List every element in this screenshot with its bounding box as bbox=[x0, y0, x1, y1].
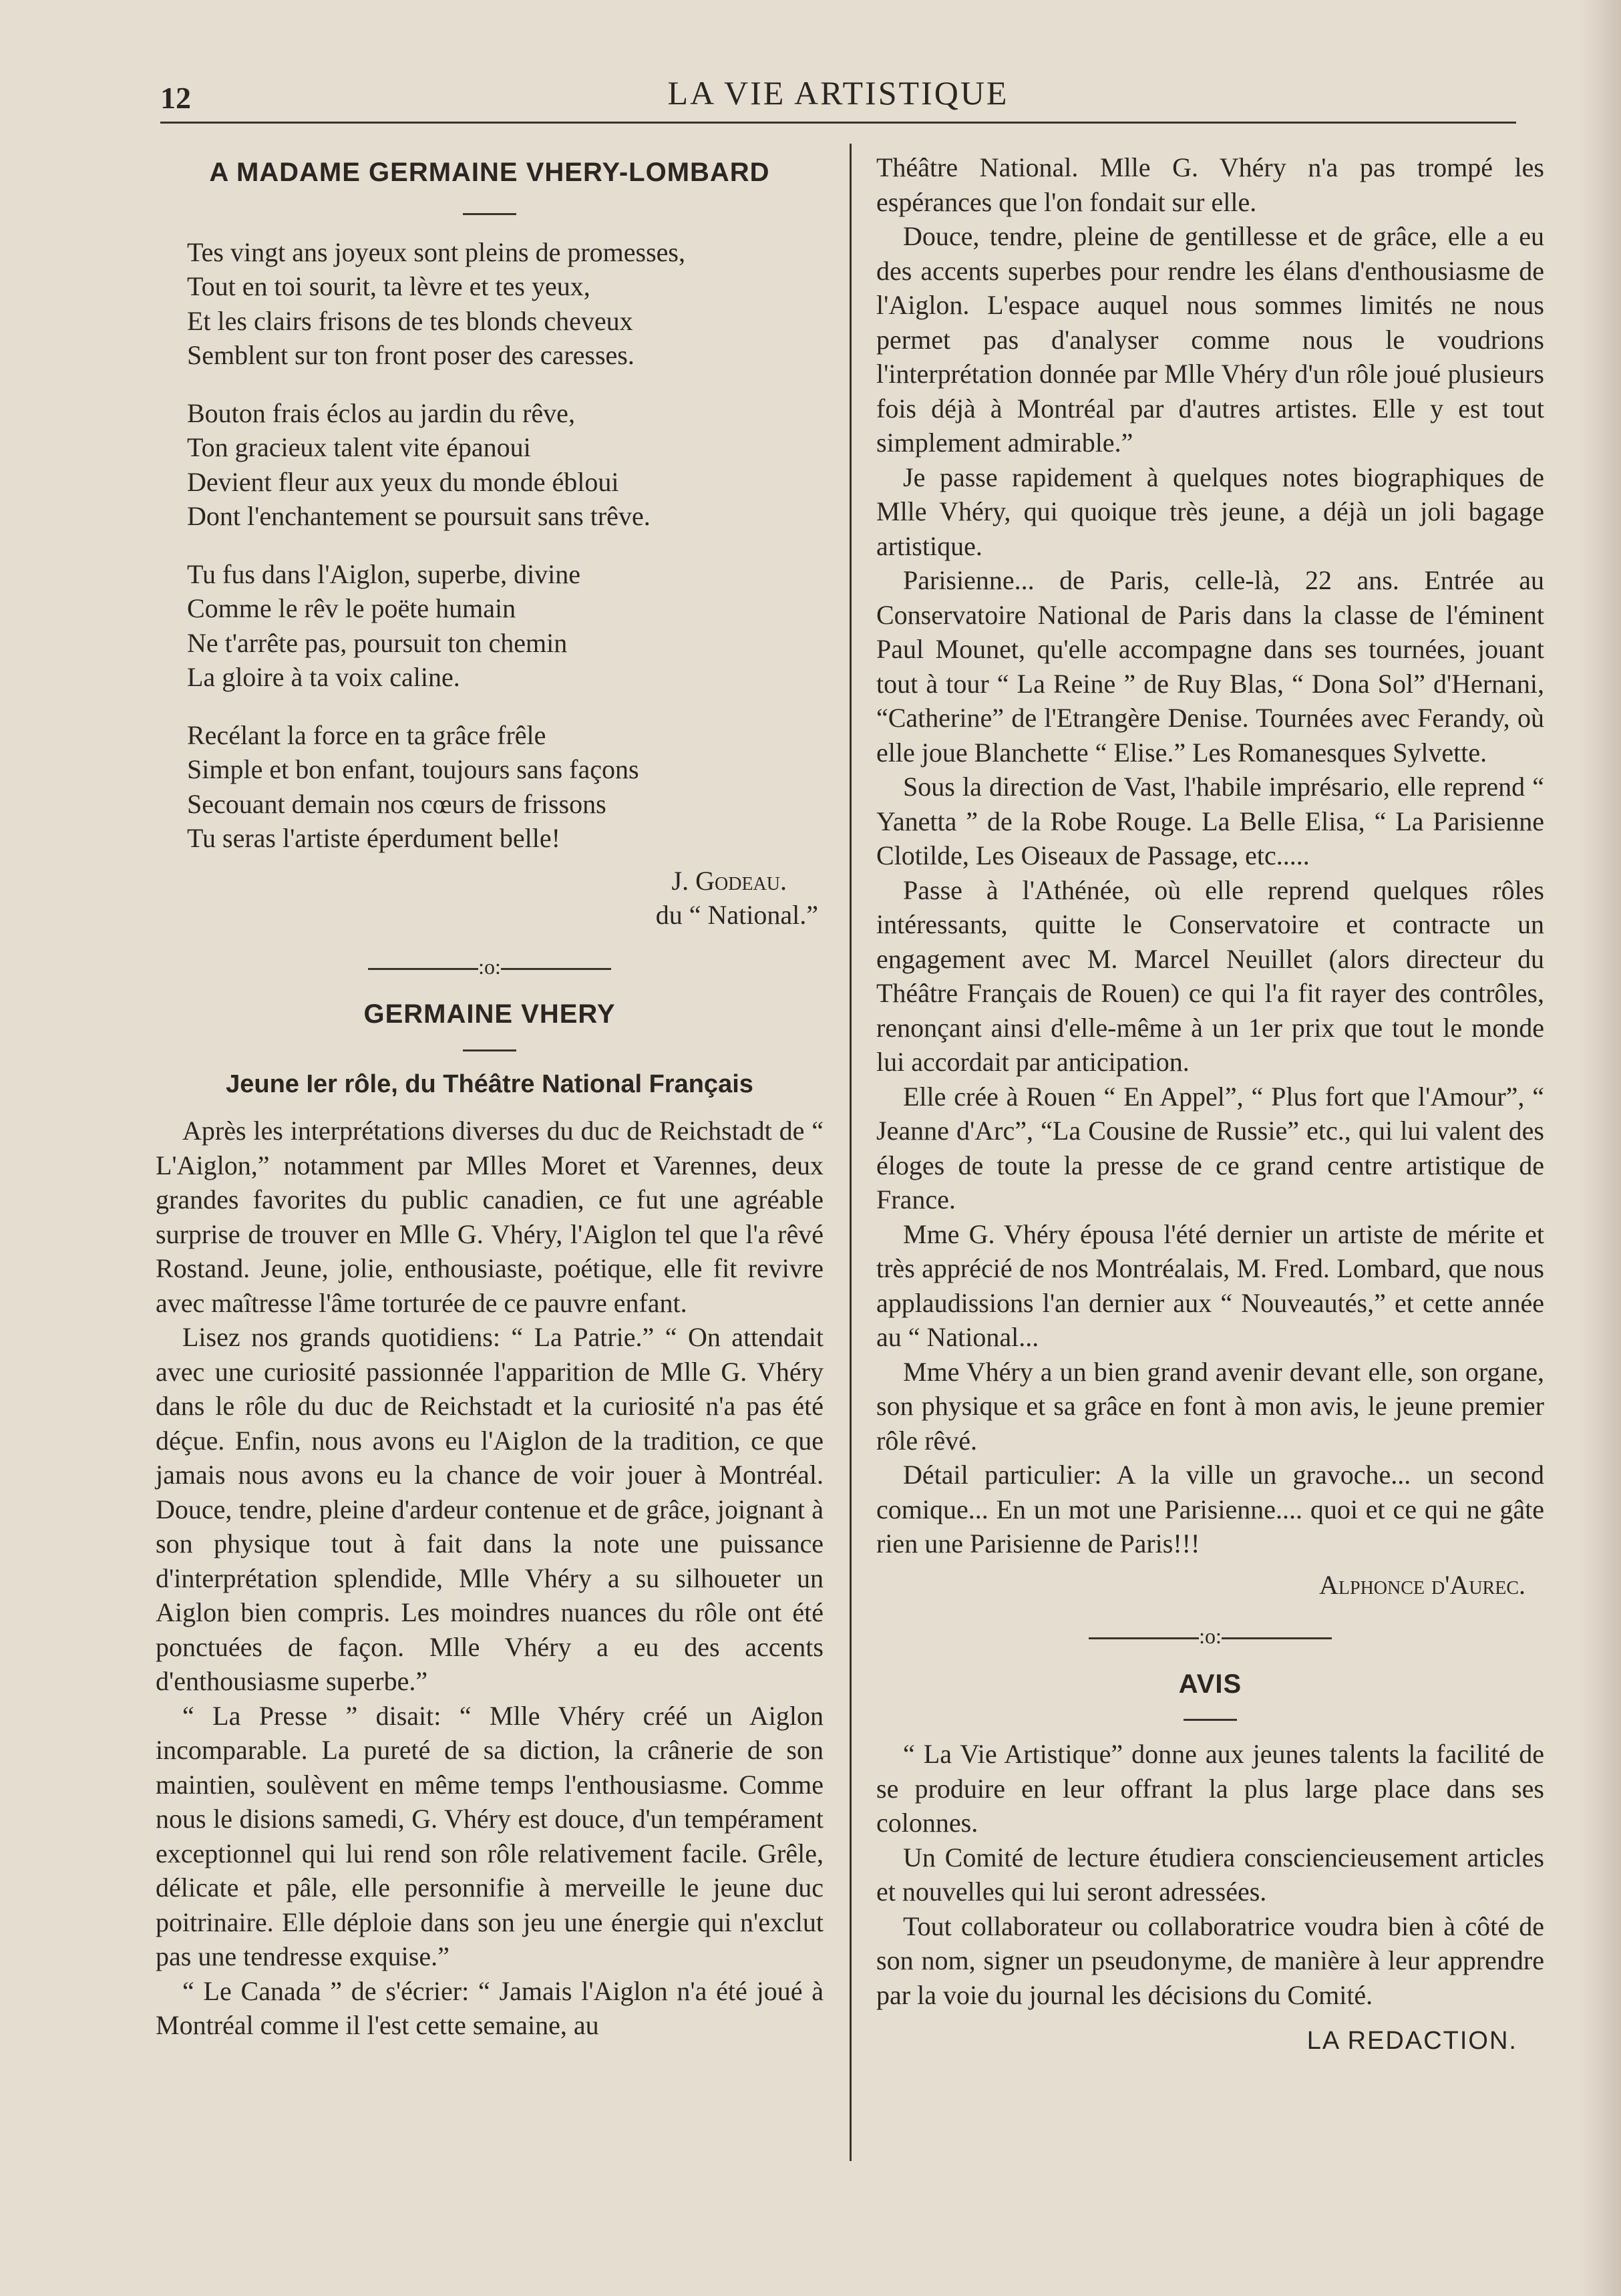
article-paragraph: Détail particulier: A la ville un gravoche... un second comique... En un mot une Parisienne.... quoi et ce qui ne gâte rien une Parisienne de Paris!!! bbox=[876, 1460, 1544, 1559]
poem-line: Tout en toi sourit, ta lèvre et tes yeux, bbox=[187, 271, 590, 301]
article-author: Alphonce d'Aurec. bbox=[1319, 1569, 1525, 1600]
poem-line: Simple et bon enfant, toujours sans façons bbox=[187, 754, 639, 784]
poem-title: A MADAME GERMAINE VHERY-LOMBARD bbox=[209, 158, 770, 187]
avis-paragraph: “ La Vie Artistique” donne aux jeunes talents la facilité de se produire en leur offrant la plus large place dans ses colonnes. bbox=[876, 1739, 1544, 1838]
avis-paragraph: Tout collaborateur ou collaboratrice voudra bien à côté de son nom, signer un pseudonyme, de manière à leur apprendre par la voie du journal les décisions du Comité. bbox=[876, 1911, 1544, 2010]
poem-line: Semblent sur ton front poser des caresses. bbox=[187, 340, 635, 370]
article-paragraph: Passe à l'Athénée, où elle reprend quelques rôles intéressants, quitte le Conservatoire et contracte un engagement avec M. Marcel Neuillet (alors directeur du Théâtre Français de Rouen) ce qui l'a fit rayer des contrôles, renonçant ainsi d'elle-même à un 1er prix que tout le monde lui accordait par anticipation. bbox=[876, 874, 1544, 1077]
poem-line: Et les clairs frisons de tes blonds cheveux bbox=[187, 305, 633, 336]
poem-line: Comme le rêv le poëte humain bbox=[187, 593, 516, 623]
article-title: GERMAINE VHERY bbox=[363, 999, 616, 1029]
poem-stanza bbox=[156, 718, 824, 856]
article-paragraph: Sous la direction de Vast, l'habile imprésario, elle reprend “ Yanetta ” de la Robe Rouge. La Belle Elisa, “ La Parisienne Clotilde, Les Oiseaux de Passage, etc..... bbox=[876, 772, 1544, 870]
article-paragraph: Je passe rapidement à quelques notes biographiques de Mlle Vhéry, qui quoique très jeune, a déjà un joli bagage artistique. bbox=[876, 462, 1544, 561]
column-divider bbox=[850, 144, 852, 2161]
avis-signature: LA REDACTION. bbox=[1306, 2027, 1517, 2055]
poem-line: Tes vingt ans joyeux sont pleins de promesses, bbox=[187, 236, 685, 267]
article-paragraph: Douce, tendre, pleine de gentillesse et de grâce, elle a eu des accents superbes pour rendre les élans d'enthousiasme de l'Aiglon. L'espace auquel nous sommes limités ne nous permet pas d'analyser comme nous le voudrions l'interprétation donnée par Mlle Vhéry d'un rôle joué plusieurs fois déjà à Montréal par d'autres artistes. Elle y est tout simplement admirable.” bbox=[876, 221, 1544, 458]
poem-line: Dont l'enchantement se poursuit sans trêve. bbox=[187, 501, 651, 531]
section-divider: :o: bbox=[156, 950, 824, 985]
journal-title: LA VIE ARTISTIQUE bbox=[667, 74, 1009, 112]
article-paragraph: Parisienne... de Paris, celle-là, 22 ans. Entrée au Conservatoire National de Paris dans la classe de l'éminent Paul Mounet, qu'elle accompagne dans ses tournées, jouant tout à tour “ La Reine ” de Ruy Blas, “ Dona Sol” d'Hernani, “Catherine” de l'Etrangère Denise. Tournées avec Ferandy, où elle joue Blanchette “ Elise.” Les Romanesques Sylvette. bbox=[876, 565, 1544, 768]
article-paragraph: Théâtre National. Mlle G. Vhéry n'a pas trompé les espérances que l'on fondait sur elle. bbox=[876, 152, 1544, 217]
poem-line: Ton gracieux talent vite épanoui bbox=[187, 432, 531, 462]
article-subtitle: Jeune Ier rôle, du Théâtre National Français bbox=[226, 1070, 753, 1098]
poem-stanza bbox=[156, 557, 824, 695]
poem-line: Secouant demain nos cœurs de frissons bbox=[187, 788, 606, 819]
poem-author: J. Godeau. bbox=[671, 865, 787, 896]
poem-line: Ne t'arrête pas, poursuit ton chemin bbox=[187, 627, 568, 658]
section-divider: :o: bbox=[876, 1619, 1544, 1654]
article-paragraph: Après les interprétations diverses du duc de Reichstadt de “ L'Aiglon,” notamment par Mlles Moret et Varennes, deux grandes favorites du public canadien, ce fut une agréable surprise de trouver en Mlle G. Vhéry, l'Aiglon tel que l'a rêvé Rostand. Jeune, jolie, enthousiaste, poétique, elle fit revivre avec maîtresse l'âme torturée de ce pauvre enfant. bbox=[156, 1116, 824, 1318]
poem-line: La gloire à ta voix caline. bbox=[187, 662, 460, 692]
article-paragraph: “ La Presse ” disait: “ Mlle Vhéry créé un Aiglon incomparable. La pureté de sa diction, la crânerie de son maintien, soulèvent en même temps l'enthousiasme. Comme nous le disions samedi, G. Vhéry est douce, d'un tempérament exceptionnel qui lui rend son rôle relativement facile. Grêle, délicate et pâle, elle personnifie à merveille le jeune duc poitrinaire. Elle déploie dans son jeu une énergie qui n'exclut pas une tendresse exquise.” bbox=[156, 1700, 824, 1971]
article-paragraph: “ Le Canada ” de s'écrier: “ Jamais l'Aiglon n'a été joué à Montréal comme il l'est cette semaine, au bbox=[156, 1975, 824, 2040]
poem-line: Bouton frais éclos au jardin du rêve, bbox=[187, 397, 575, 428]
page-number: 12 bbox=[160, 81, 191, 115]
poem-line: Devient fleur aux yeux du monde ébloui bbox=[187, 466, 619, 497]
article-paragraph: Elle crée à Rouen “ En Appel”, “ Plus fort que l'Amour”, “ Jeanne d'Arc”, “La Cousine de Russie” etc., qui lui valent des éloges de toute la presse de ce grand centre artistique de France. bbox=[876, 1081, 1544, 1214]
poem-author-affiliation: du “ National.” bbox=[655, 900, 818, 930]
poem-line: Tu fus dans l'Aiglon, superbe, divine bbox=[187, 558, 581, 589]
header-rule bbox=[160, 122, 1516, 124]
poem-line: Recélant la force en ta grâce frêle bbox=[187, 719, 546, 750]
poem-stanza bbox=[156, 396, 824, 534]
page-edge-shadow bbox=[1581, 0, 1621, 2296]
article-paragraph: Mme G. Vhéry épousa l'été dernier un artiste de mérite et très apprécié de nos Montréalais, M. Fred. Lombard, que nous applaudissions l'an dernier aux “ Nouveautés,” et cette année au “ National... bbox=[876, 1218, 1544, 1352]
page-header bbox=[160, 73, 1516, 127]
article-paragraph: Lisez nos grands quotidiens: “ La Patrie.” “ On attendait avec une curiosité passionnée l'apparition de Mlle G. Vhéry dans le rôle du duc de Reichstadt et la curiosité n'a pas été déçue. Enfin, nous avons eu l'Aiglon de la tradition, ce que jamais nous avons eu la chance de voir jouer à Montréal. Douce, tendre, pleine d'ardeur contenue et de grâce, joignant à son physique tout à fait dans la note une puissance d'interprétation splendide, Mlle Vhéry a su silhoueter un Aiglon bien compris. Les moindres nuances du rôle ont été ponctuées de façon. Mlle Vhéry a eu des accents d'enthousiasme superbe.” bbox=[156, 1322, 824, 1696]
poem-line: Tu seras l'artiste éperdument belle! bbox=[187, 823, 560, 853]
avis-title: AVIS bbox=[1178, 1669, 1242, 1699]
avis-paragraph: Un Comité de lecture étudiera consciencieusement articles et nouvelles qui lui seront adressées. bbox=[876, 1842, 1544, 1907]
left-column bbox=[156, 150, 824, 2043]
poem-stanza bbox=[156, 235, 824, 373]
right-column bbox=[876, 150, 1544, 2059]
title-rule bbox=[463, 213, 516, 215]
article-paragraph: Mme Vhéry a un bien grand avenir devant elle, son organe, son physique et sa grâce en font à mon avis, le jeune premier rôle rêvé. bbox=[876, 1356, 1544, 1456]
title-rule bbox=[463, 1049, 516, 1051]
title-rule bbox=[1184, 1719, 1237, 1721]
